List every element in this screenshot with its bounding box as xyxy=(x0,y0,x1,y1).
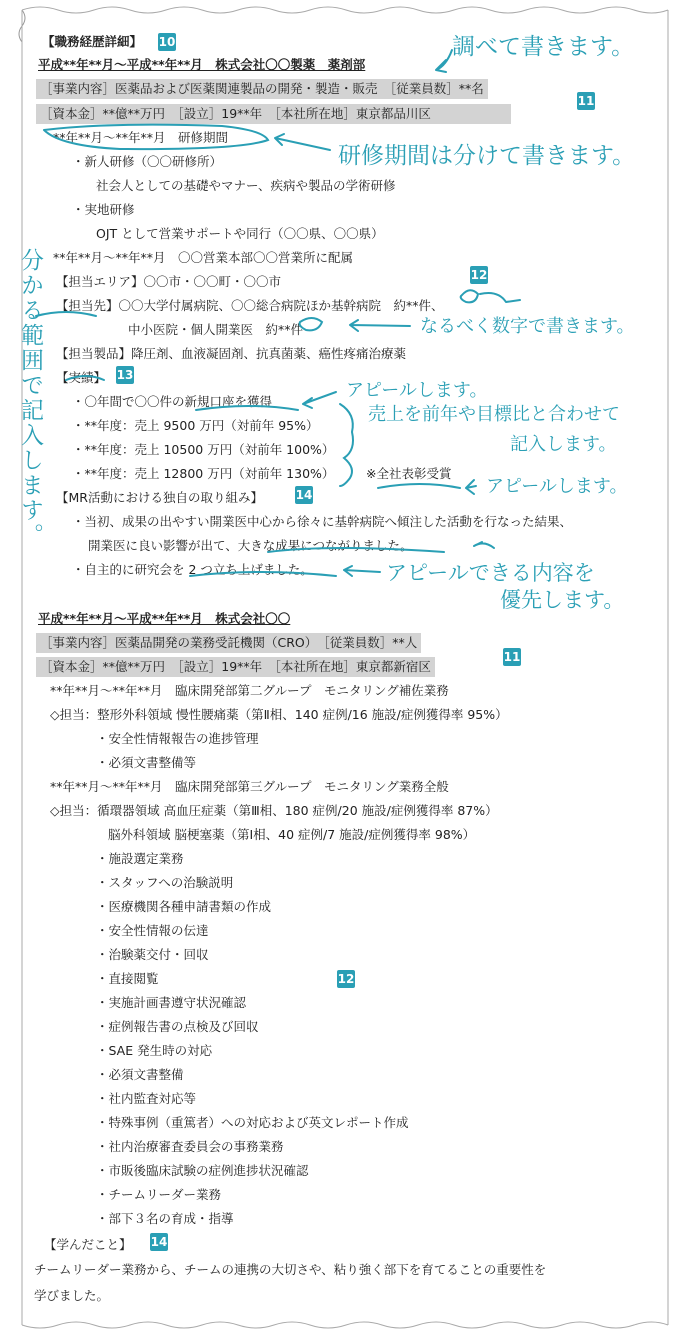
duty2-4: ・治験薬交付・回収 xyxy=(96,947,209,962)
award: ※全社表彰受賞 xyxy=(366,466,452,481)
duty2-5: ・直接閲覧 xyxy=(96,971,159,986)
learned-line1: チームリーダー業務から、チームの連携の大切さや、粘り強く部下を育てることの重要性を xyxy=(34,1262,547,1277)
clients: 【担当先】〇〇大学付属病院、〇〇総合病院ほか基幹病院 約**件、 xyxy=(56,298,444,313)
mr-item-2: ・自主的に研究会を 2 つ立ち上げました。 xyxy=(72,562,313,577)
duty2-11: ・特殊事例（重篤者）への対応および英文レポート作成 xyxy=(96,1115,409,1130)
mr-item-1b: 開業医に良い影響が出て、大きな成果につながりました。 xyxy=(88,538,413,553)
learned-label: 【学んだこと】 xyxy=(44,1237,132,1252)
badge-14b: 14 xyxy=(150,1235,168,1249)
note-sales: 売上を前年や目標比と合わせて xyxy=(368,404,620,425)
duty2-14: ・チームリーダー業務 xyxy=(96,1187,222,1202)
company2-period2: **年**月～**年**月 臨床開発部第三グループ モニタリング業務全般 xyxy=(50,779,449,794)
note-priority1: アピールできる内容を xyxy=(386,561,595,585)
company2-period1: **年**月～**年**月 臨床開発部第二グループ モニタリング補佐業務 xyxy=(50,683,449,698)
clients2: 中小医院・個人開業医 約**件 xyxy=(128,322,304,337)
note-research: 調べて書きます。 xyxy=(452,34,635,60)
mr-label: 【MR活動における独自の取り組み】 xyxy=(56,490,263,505)
company1-title: 平成**年**月～平成**年**月 株式会社〇〇製薬 薬剤部 xyxy=(38,57,366,72)
results-label: 【実績】 xyxy=(56,370,107,385)
note-record: 記入します。 xyxy=(510,434,617,455)
company1-period2: **年**月～**年**月 〇〇営業本部〇〇営業所に配属 xyxy=(53,250,354,265)
duty2-1: ・スタッフへの治験説明 xyxy=(96,875,234,890)
training2: ・実地研修 xyxy=(72,202,135,217)
note-priority2: 優先します。 xyxy=(500,588,625,612)
note-range: 分かる範囲で記入します。 xyxy=(17,248,43,548)
training1: ・新人研修（〇〇研修所） xyxy=(72,154,223,169)
company1-period1: **年**月～**年**月 研修期間 xyxy=(53,130,229,145)
badge-14a: 14 xyxy=(295,488,313,502)
training1-detail: 社会人としての基礎やマナー、疾病や製品の学術研修 xyxy=(96,178,396,193)
duty2-15: ・部下３名の育成・指導 xyxy=(96,1211,234,1226)
duty2-13: ・市販後臨床試験の症例進捗状況確認 xyxy=(96,1163,309,1178)
area: 【担当エリア】〇〇市・〇〇町・〇〇市 xyxy=(56,274,282,289)
duty2-3: ・安全性情報の伝達 xyxy=(96,923,209,938)
badge-12b: 12 xyxy=(337,972,355,986)
duty2-0: ・施設選定業務 xyxy=(96,851,184,866)
duty2-12: ・社内治療審査委員会の事務業務 xyxy=(96,1139,284,1154)
result-1: ・**年度：売上 9500 万円（対前年 95%） xyxy=(72,418,319,433)
duty2-2: ・医療機関各種申請書類の作成 xyxy=(96,899,272,914)
badge-11: 11 xyxy=(577,94,595,108)
company2-info2: ［資本金］**億**万円 ［設立］19**年 ［本社所在地］東京都新宿区 xyxy=(36,657,435,677)
duty2-10: ・社内監査対応等 xyxy=(96,1091,197,1106)
result-2: ・**年度：売上 10500 万円（対前年 100%） xyxy=(72,442,335,457)
charge2: ◇担当：循環器領域 高血圧症薬（第Ⅲ相、180 症例/20 施設/症例獲得率 87%） xyxy=(50,803,498,818)
company1-info1: ［事業内容］医薬品および医薬関連製品の開発・製造・販売 ［従業員数］**名 xyxy=(36,79,488,99)
duty1-0: ・安全性情報報告の進捗管理 xyxy=(96,731,259,746)
badge-12a: 12 xyxy=(470,268,488,282)
mr-item-1: ・当初、成果の出やすい開業医中心から徐々に基幹病院へ傾注した活動を行なった結果、 xyxy=(72,514,573,529)
duty1-1: ・必須文書整備等 xyxy=(96,755,197,770)
products: 【担当製品】降圧剤、血液凝固剤、抗真菌薬、癌性疼痛治療薬 xyxy=(56,346,407,361)
note-numbers: なるべく数字で書きます。 xyxy=(420,316,635,337)
duty2-6: ・実施計画書遵守状況確認 xyxy=(96,995,247,1010)
badge-11b: 11 xyxy=(503,650,521,664)
badge-13: 13 xyxy=(116,368,134,382)
charge2b: 脳外科領域 脳梗塞薬（第Ⅰ相、40 症例/7 施設/症例獲得率 98%） xyxy=(108,827,476,842)
duty2-7: ・症例報告書の点検及び回収 xyxy=(96,1019,259,1034)
note-training: 研修期間は分けて書きます。 xyxy=(338,143,636,169)
duty2-9: ・必須文書整備 xyxy=(96,1067,184,1082)
badge-10: 10 xyxy=(158,35,176,49)
result-0: ・〇年間で〇〇件の新規口座を獲得 xyxy=(72,394,273,409)
result-3: ・**年度：売上 12800 万円（対前年 130%） xyxy=(72,466,335,481)
duty2-8: ・SAE 発生時の対応 xyxy=(96,1043,213,1058)
section-header: 【職務経歴詳細】 xyxy=(42,34,143,49)
training2-detail: OJT として営業サポートや同行（〇〇県、〇〇県） xyxy=(96,226,384,241)
charge1: ◇担当：整形外科領域 慢性腰痛薬（第Ⅱ相、140 症例/16 施設/症例獲得率 95%） xyxy=(50,707,508,722)
note-appeal2: アピールします。 xyxy=(486,476,628,497)
company2-title: 平成**年**月～平成**年**月 株式会社〇〇 xyxy=(38,611,291,626)
company1-info2: ［資本金］**億**万円 ［設立］19**年 ［本社所在地］東京都品川区 xyxy=(36,104,511,124)
note-appeal1: アピールします。 xyxy=(346,380,488,401)
company2-info1: ［事業内容］医薬品開発の業務受託機関（CRO） ［従業員数］**人 xyxy=(36,633,421,653)
learned-line2: 学びました。 xyxy=(34,1288,110,1303)
